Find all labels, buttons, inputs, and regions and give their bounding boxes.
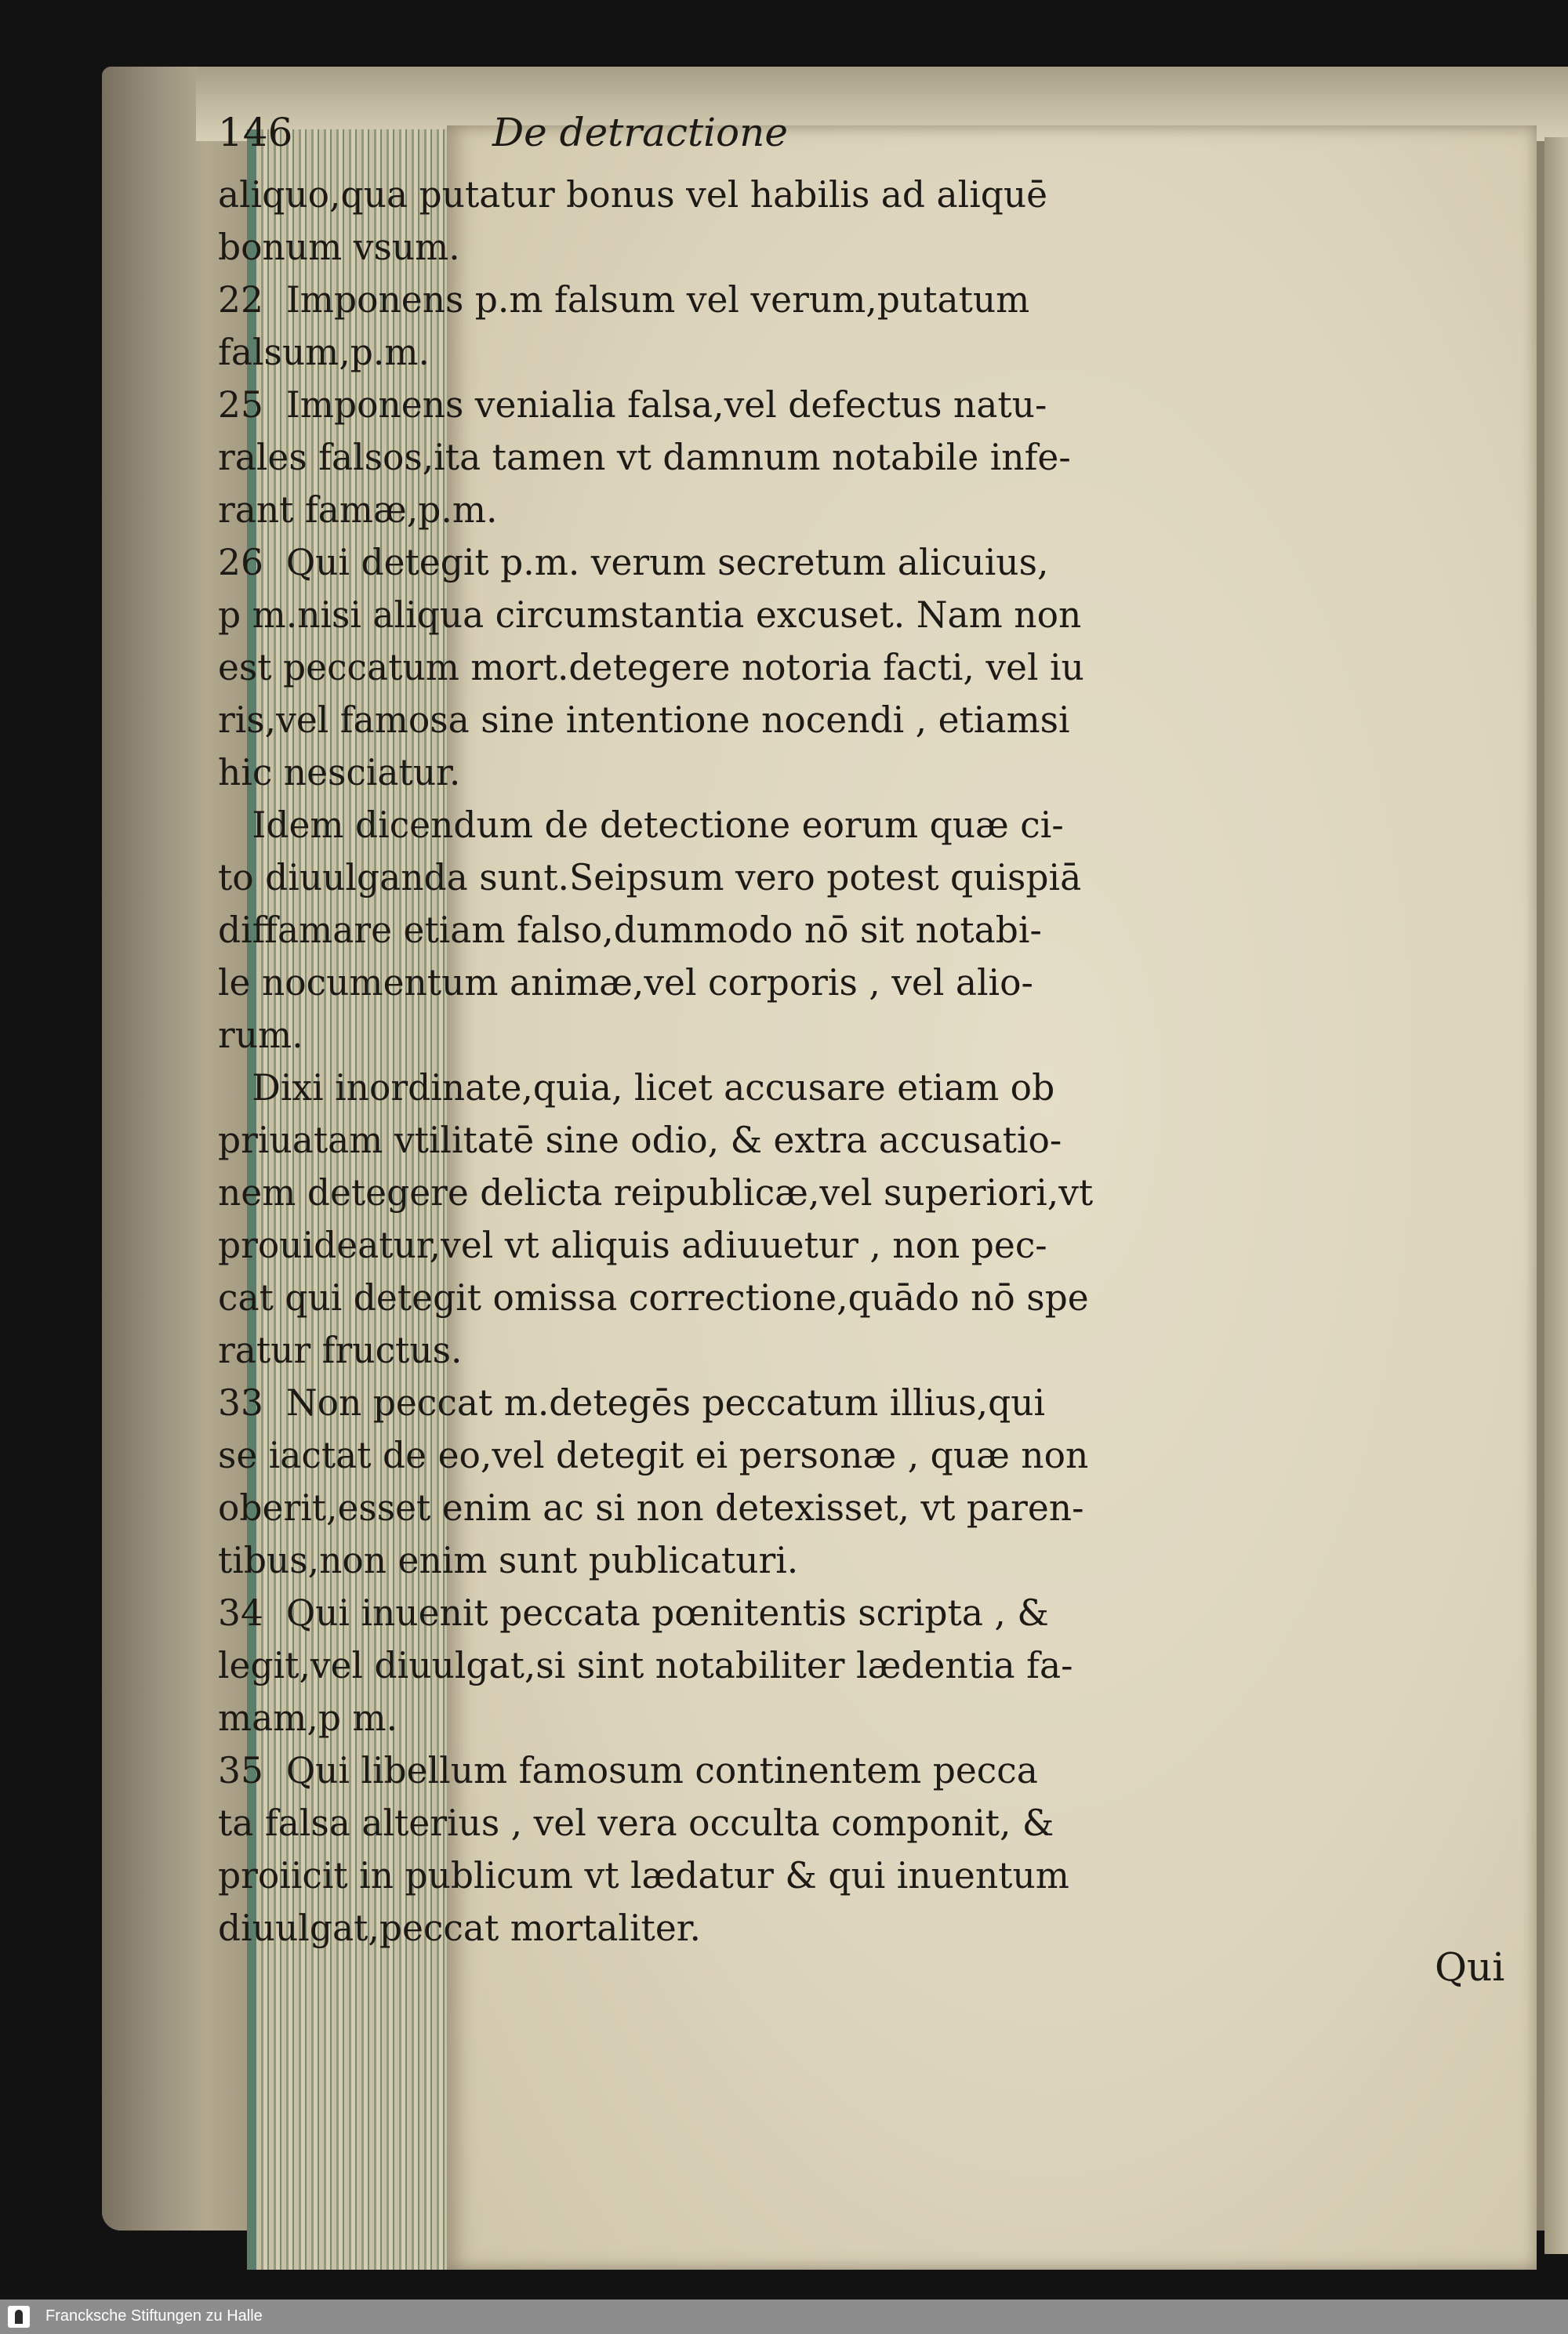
text-line: se iactat de eo,vel detegit ei personæ , quæ non (218, 1435, 1089, 1476)
text-line: diuulgat,peccat mortaliter. (218, 1907, 701, 1949)
text-line: Dixi inordinate,quia, licet accusare etiam ob (218, 1067, 1055, 1109)
running-title: De detractione (492, 110, 788, 155)
text-line: tibus,non enim sunt publicaturi. (218, 1540, 799, 1581)
text-line: le nocumentum animæ,vel corporis , vel alio- (218, 962, 1033, 1004)
text-line: rant famæ,p.m. (218, 489, 498, 531)
footer-text: Francksche Stiftungen zu Halle (45, 2307, 263, 2325)
page-header (218, 110, 1316, 165)
text-line: rales falsos,ita tamen vt damnum notabile infe- (218, 437, 1071, 478)
institution-logo-icon (8, 2306, 30, 2328)
text-line: bonum vsum. (218, 227, 460, 268)
text-line: ris,vel famosa sine intentione nocendi , etiamsi (218, 699, 1070, 741)
text-line: to diuulganda sunt.Seipsum vero potest quispiā (218, 857, 1082, 898)
text-line: 33 Non peccat m.detegēs peccatum illius,qui (218, 1382, 1046, 1424)
text-line: 34 Qui inuenit peccata pœnitentis scripta , & (218, 1592, 1049, 1634)
text-line: Idem dicendum de detectione eorum quæ ci- (218, 804, 1064, 846)
text-line: 25 Imponens venialia falsa,vel defectus natu- (218, 384, 1047, 426)
page-text (218, 169, 1504, 1955)
text-line: nem detegere delicta reipublicæ,vel superiori,vt (218, 1172, 1094, 1214)
text-line: priuatam vtilitatē sine odio, & extra accusatio- (218, 1120, 1062, 1161)
text-line: ta falsa alterius , vel vera occulta componit, & (218, 1802, 1054, 1844)
text-line: oberit,esset enim ac si non detexisset, vt paren- (218, 1487, 1084, 1529)
text-line: hic nesciatur. (218, 752, 461, 793)
text-line: proiicit in publicum vt lædatur & qui inuentum (218, 1855, 1069, 1897)
text-line: legit,vel diuulgat,si sint notabiliter lædentia fa- (218, 1645, 1073, 1686)
catchword: Qui (1435, 1944, 1505, 1990)
text-line: diffamare etiam falso,dummodo nō sit notabi- (218, 909, 1042, 951)
text-line: cat qui detegit omissa correctione,quādo nō spe (218, 1277, 1089, 1319)
text-line: est peccatum mort.detegere notoria facti, vel iu (218, 647, 1084, 688)
text-line: ratur fructus. (218, 1330, 463, 1371)
next-page-edge (1544, 137, 1568, 2254)
text-line: p m.nisi aliqua circumstantia excuset. Nam non (218, 594, 1082, 636)
text-line: aliquo,qua putatur bonus vel habilis ad aliquē (218, 174, 1048, 216)
text-line: rum. (218, 1015, 303, 1056)
text-line: 26 Qui detegit p.m. verum secretum alicuius, (218, 542, 1049, 583)
text-line: 35 Qui libellum famosum continentem pecca (218, 1750, 1038, 1791)
text-line: falsum,p.m. (218, 332, 430, 373)
footer-bar (0, 2300, 1568, 2334)
page-number: 146 (218, 110, 293, 155)
text-line: 22 Imponens p.m falsum vel verum,putatum (218, 279, 1030, 321)
text-line: mam,p m. (218, 1697, 398, 1739)
text-line: prouideatur,vel vt aliquis adiuuetur , non pec- (218, 1225, 1047, 1266)
